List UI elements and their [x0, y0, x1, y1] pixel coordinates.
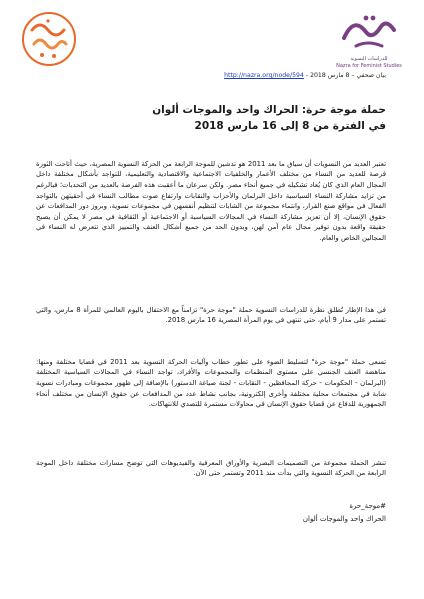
- hashtag: #موجة_حرة: [349, 502, 386, 510]
- nazra-logo: [336, 8, 402, 80]
- mawga-hora-logo: [20, 10, 78, 68]
- page-subtitle: في الفترة من 8 إلى 16 مارس 2018: [194, 120, 386, 132]
- nazra-logo-subtitle-en: Nazra for Feminist Studies: [336, 63, 402, 69]
- paragraph-goals: تسعى حملة "موجة حرة" لتسليط الضوء على تطور خطاب وآليات الحركة النسوية بعد 2011 في قضايا مختلفة ومنها: مناهضة العنف الجنسي على مستوى المنظمات والمجموعات والأفراد، تواجد النساء في المجالات السياسية المختلفة (البرلمان - الحكومات - حركة المحافظين - النقابات - لجنة صياغة الدستور) بالإضافة إلى ظهور مجموعات ومبادرات نسوية شابة في مجتمعات محلية مختلفة وأخرى إلكترونية، بجانب نشاط عدد من المدافعات عن حقوق الإنسان من مختلف أنحاء الجمهورية للدفاع عن قضايا حقوق الإنسان في محاولات مستمرة للتصدي للانتهاكات.: [36, 357, 387, 409]
- press-release-meta: [224, 72, 386, 79]
- nazra-logo-subtitle-ar: للدراسات النسوية: [350, 56, 388, 62]
- paragraph-outputs: تنشر الحملة مجموعة من التصميمات البصرية والأوراق المعرفية والفيديوهات التي توضح مسارات مختلفة داخل الموجة الرابعة من الحركة النسوية والتي بدأت منذ 2011 وتستمر حتى الآن.: [36, 458, 386, 478]
- hashtags-block: [303, 500, 386, 526]
- campaign-slogan: الحراك واحد والموجات ألوان: [302, 515, 386, 523]
- source-link[interactable]: http://nazra.org/node/594: [224, 72, 304, 79]
- paragraph-context: تعتبر العديد من النسويات أن سياق ما بعد 2011 هو تدشين للموجة الرابعة من الحركة النسوية المصرية، حيث أتاحت الثورة فرصة للعديد من النساء من مختلف الأعمار والخلفيات الاجتماعية والاقتصادية والتعليمية، للتواجد بأشكال مختلفة داخل المجال العام الذي كان يُعاد تشكيله في جميع أنحاء مصر. ولكن سرعان ما أعقبت هذه الفرصة بالعديد من التحديات؛ فبالرغم من تزايد مشاركة النساء السياسية داخل البرلمان والأحزاب والنقابات وارتفاع صوت مطالب النساء في أحقيتهن بالتواجد الفعال في مواقع صنع القرار، وانتماء مجموعة من الشابات لتنظيم أنفسهن في مجموعات نسوية، وبروز دور المدافعات عن حقوق الإنسان، إلا أن تعزيز مشاركة النساء في المجالات السياسية أو الاجتماعية أو الثقافية في مصر لا يمكن أن يصبح حقيقة واقعة بدون توفير مجال عام آمن لهن، وبدون الحد من جميع أشكال العنف والتمييز الذي تتعرض له النساء في المجالين الخاص والعام.: [36, 159, 386, 243]
- meta-prefix: بيان صحفي – 8 مارس 2018 -: [303, 72, 386, 79]
- paragraph-launch: في هذا الإطار تُطلق نظرة للدراسات النسوية حملة "موجة حرة" تزامناً مع الاحتفال باليوم العالمي للمرأة 8 مارس، والتي تستمر على مدار 9 أيام، حتى تنتهي في يوم المرأة المصرية 16 مارس 2018.: [36, 305, 386, 325]
- page-title: حملة موجة حرة: الحراك واحد والموجات ألوان: [152, 104, 386, 116]
